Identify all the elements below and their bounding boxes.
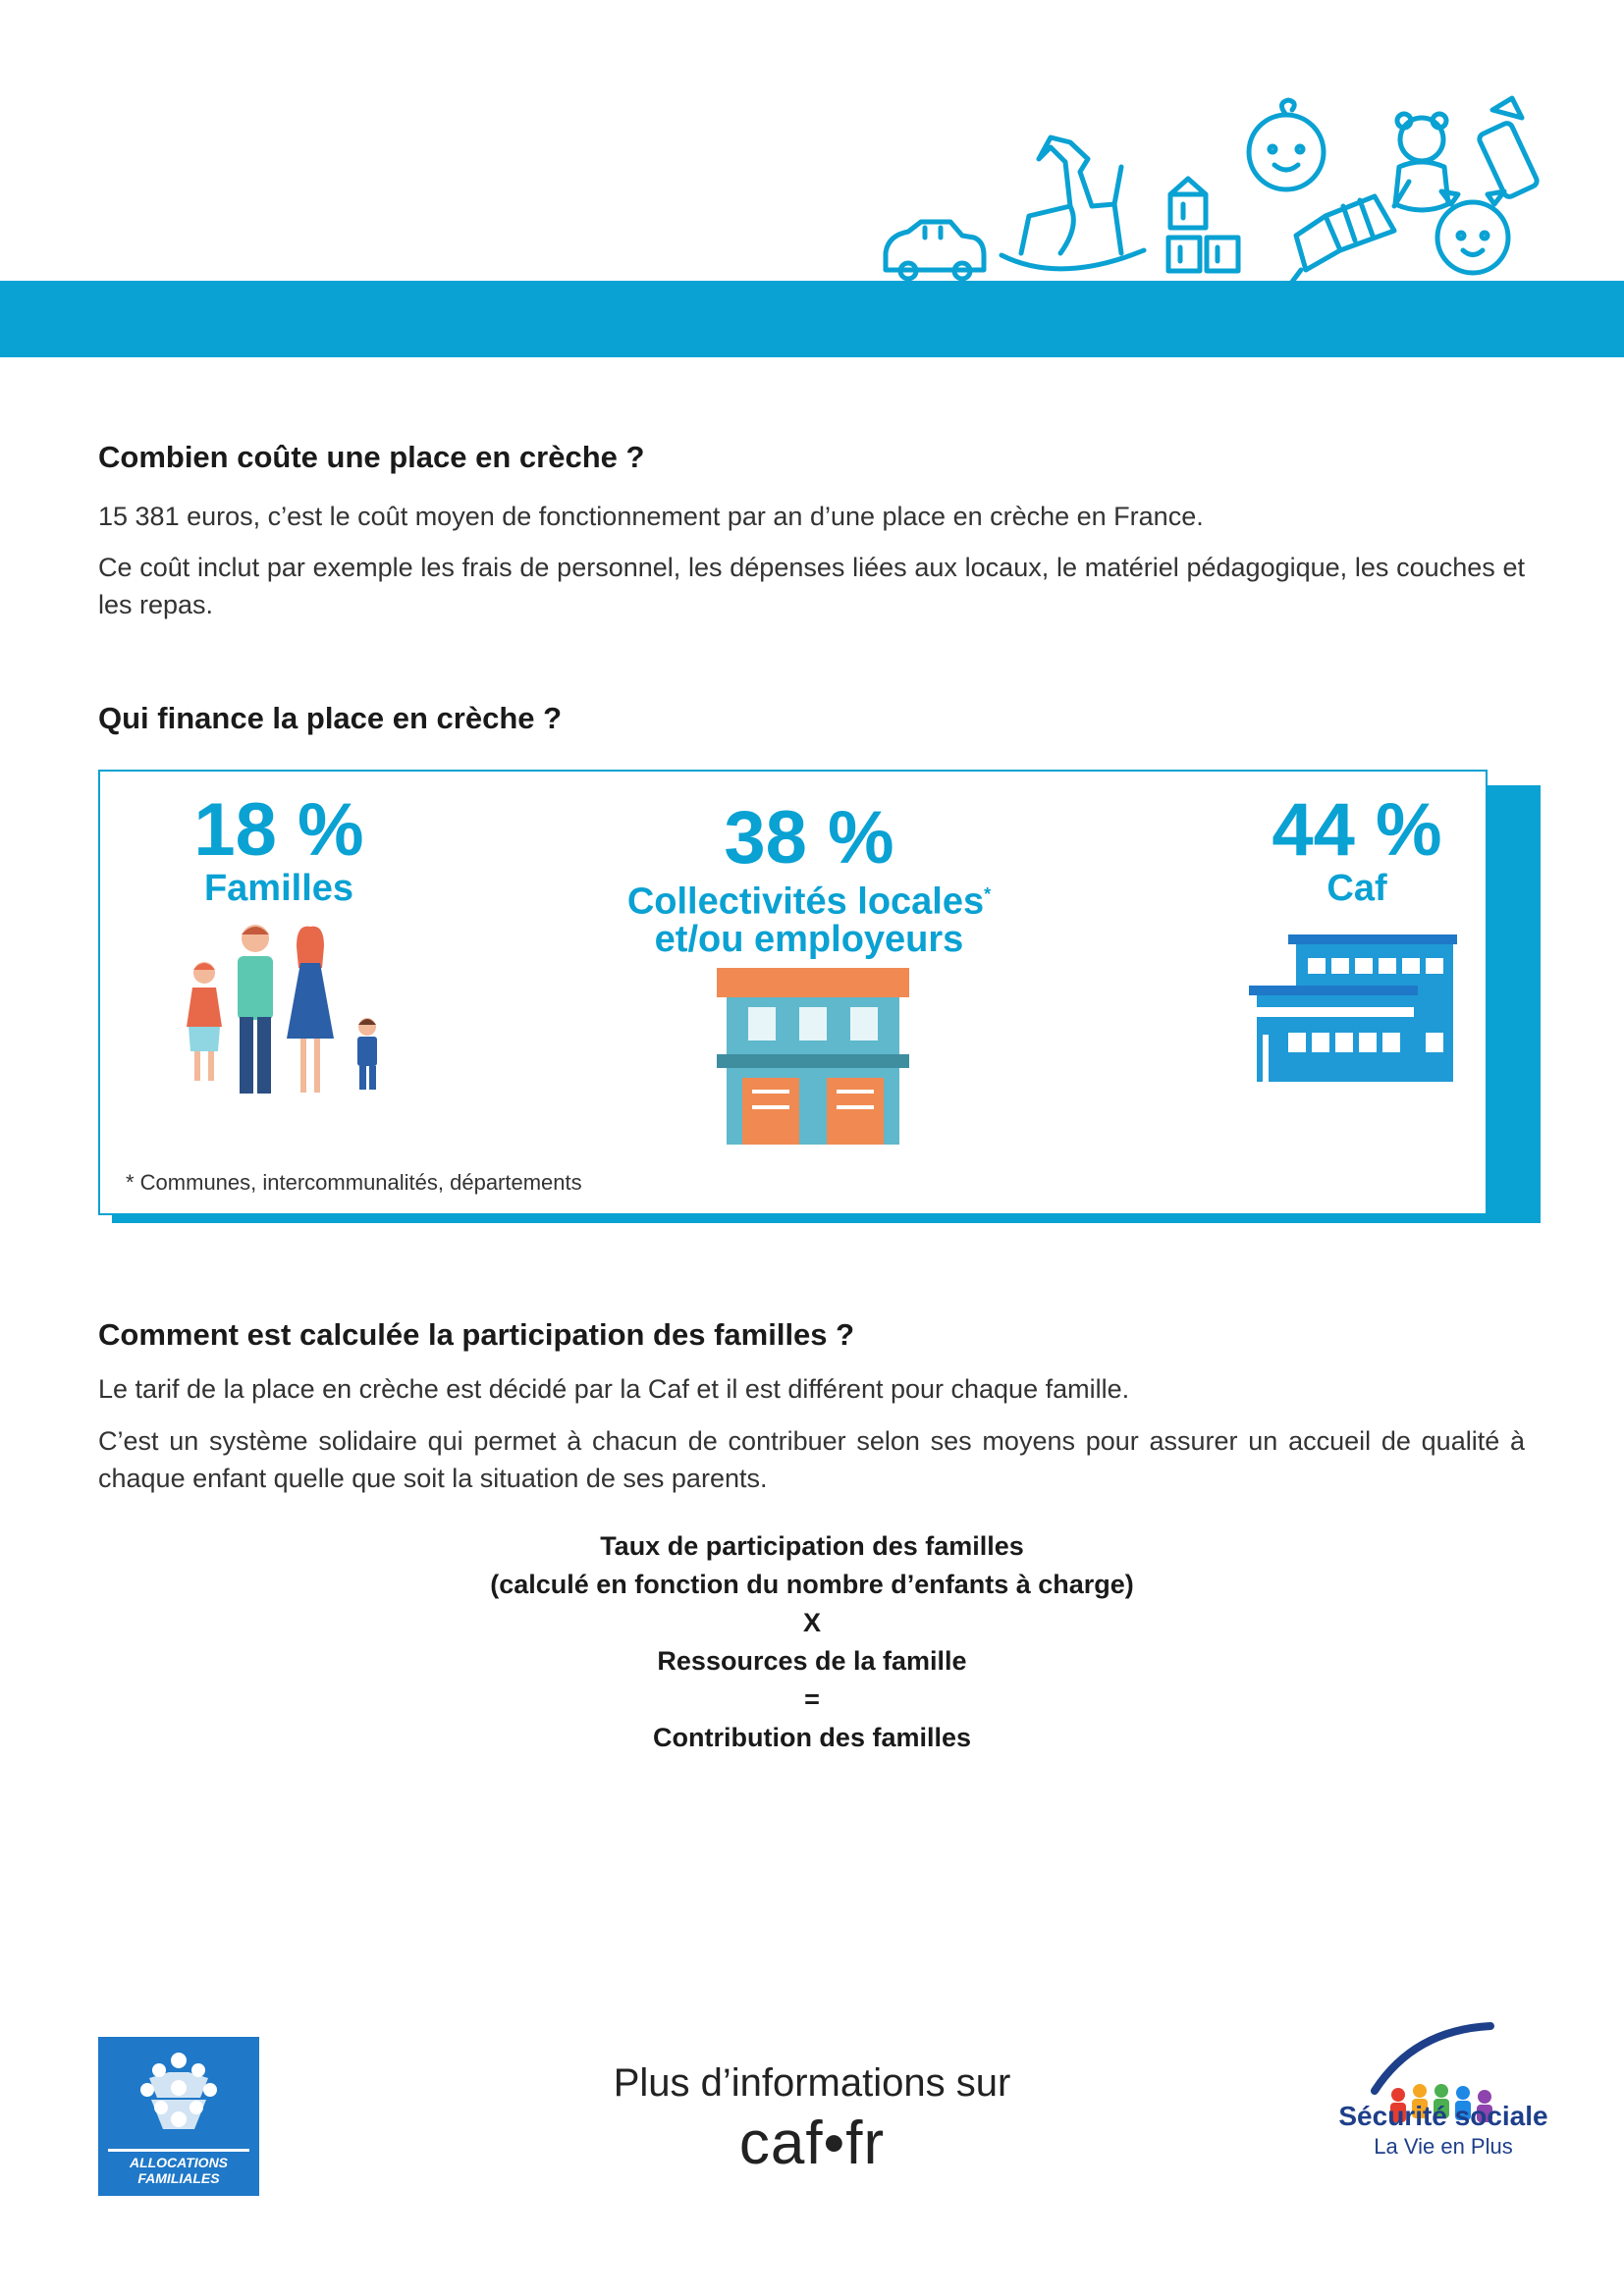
rocking-horse-icon	[1001, 137, 1144, 269]
formula-line-resources: Ressources de la famille	[657, 1646, 967, 1676]
collectivites-label-line1: Collectivités locales	[626, 881, 985, 923]
blocks-tower-icon	[1168, 179, 1238, 271]
collectivites-percent: 38 %	[724, 796, 894, 880]
formula-line-times: X	[802, 1608, 821, 1637]
more-info-text: Plus d’informations sur	[613, 2061, 1011, 2105]
formula-line-equals: =	[804, 1684, 820, 1714]
header-banner	[0, 281, 1624, 357]
caf-label: Caf	[1326, 868, 1387, 909]
caf-logo-line2: FAMILIALES	[137, 2170, 220, 2186]
collectivites-asterisk: *	[984, 884, 992, 904]
collectivites-label-line2: et/ou employeurs	[654, 919, 964, 960]
baby-bottle-icon	[1478, 98, 1539, 198]
formula-line-rate-note: (calculé en fonction du nombre d’enfants à charge)	[490, 1570, 1134, 1599]
caf-website-link[interactable]: caf•fr	[738, 2109, 886, 2177]
section-title-cost: Combien coûte une place en crèche ?	[98, 440, 645, 474]
baby-face-icon	[1249, 100, 1324, 189]
caf-logo-divider	[108, 2149, 249, 2152]
family-icon	[175, 919, 410, 1105]
calculation-paragraph-2: C’est un système solidaire qui permet à chacun de contribuer selon ses moyens pour assurer un accueil de qualité à chaque enfant quelle que soit la situation de ses parents.	[98, 1426, 1525, 1493]
funding-box	[98, 770, 1488, 1215]
xylophone-icon	[1286, 182, 1409, 285]
section-title-funding: Qui finance la place en crèche ?	[98, 701, 563, 735]
girl-face-icon	[1437, 191, 1508, 273]
car-icon	[886, 222, 984, 279]
formula-line-result: Contribution des familles	[652, 1723, 972, 1752]
cost-paragraph-2: Ce coût inclut par exemple les frais de personnel, les dépenses liées aux locaux, le matériel pédagogique, les couches et les repas.	[98, 553, 1525, 619]
securite-sociale-title: Sécurité sociale	[1338, 2101, 1548, 2131]
section-title-calculation: Comment est calculée la participation des familles ?	[98, 1317, 855, 1352]
caf-logo-icon	[130, 2049, 228, 2147]
house-icon	[717, 968, 909, 1145]
caf-logo-line1: ALLOCATIONS	[129, 2155, 229, 2170]
toys-illustration	[864, 88, 1551, 285]
caf-percent: 44 %	[1272, 788, 1442, 872]
cost-paragraph-1: 15 381 euros, c’est le coût moyen de fonctionnement par an d’une place en crèche en France.	[98, 502, 1204, 531]
office-building-icon	[1249, 934, 1457, 1082]
calculation-paragraph-1: Le tarif de la place en crèche est décidé par la Caf et il est différent pour chaque famille.	[98, 1374, 1130, 1404]
familles-percent: 18 %	[193, 788, 364, 872]
familles-label: Familles	[203, 868, 354, 909]
caf-logo[interactable]	[98, 2037, 259, 2196]
securite-sociale-subtitle: La Vie en Plus	[1374, 2134, 1513, 2159]
funding-footnote: * Communes, intercommunalités, départements	[126, 1170, 582, 1195]
contribution-formula	[321, 1527, 1303, 1757]
formula-line-rate: Taux de participation des familles	[600, 1531, 1024, 1561]
